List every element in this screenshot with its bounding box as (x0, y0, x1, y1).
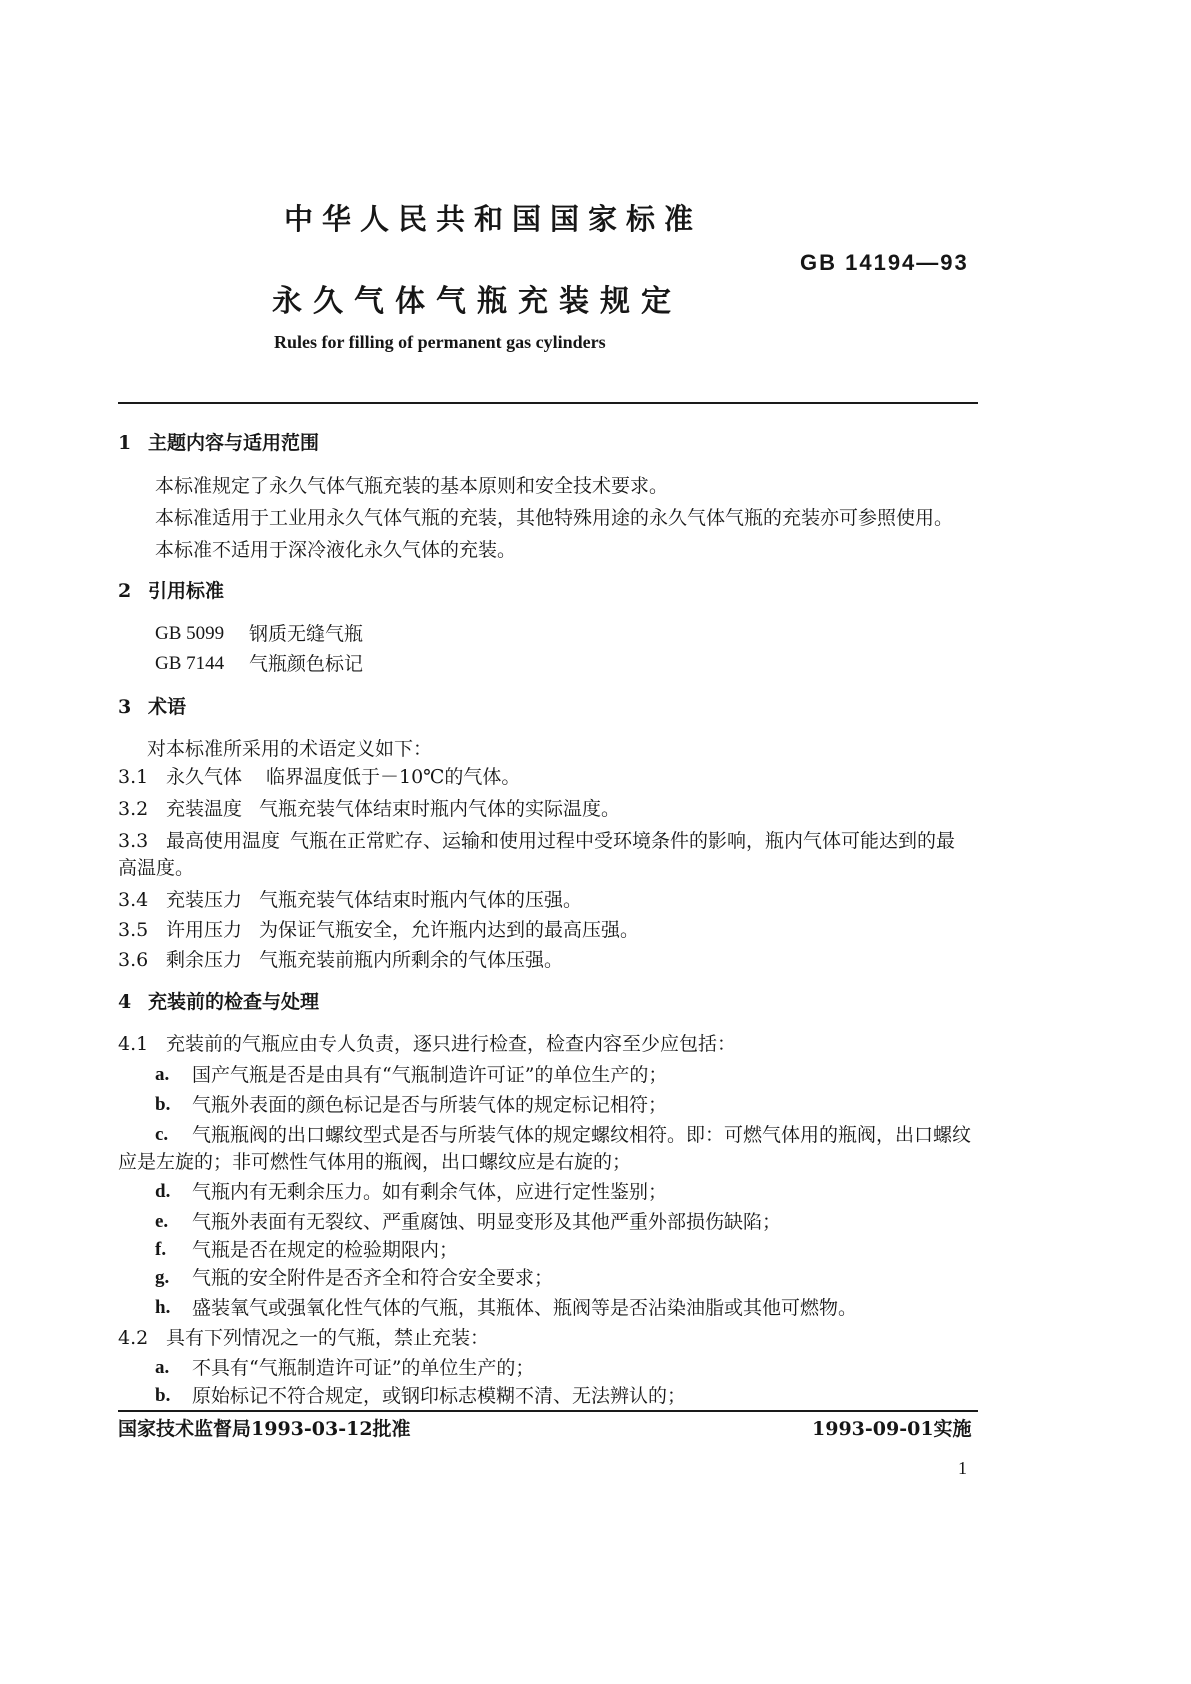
list-label: e. (155, 1211, 169, 1232)
list-item: 气瓶瓶阀的出口螺纹型式是否与所装气体的规定螺纹相符。即：可燃气体用的瓶阀，出口螺纹 (192, 1124, 972, 1146)
term-definition: 为保证气瓶安全，允许瓶内达到的最高压强。 (259, 919, 640, 941)
document-title-en: Rules for filling of permanent gas cylinders (274, 332, 606, 352)
approval-info: 国家技术监督局1993-03-12批准 (118, 1418, 411, 1440)
standard-code: GB 14194—93 (800, 250, 969, 275)
list-item: 气瓶外表面有无裂纹、严重腐蚀、明显变形及其他严重外部损伤缺陷； (192, 1211, 782, 1233)
reference-name: 气瓶颜色标记 (249, 653, 364, 675)
list-label: g. (155, 1267, 170, 1288)
term-definition: 临界温度低于－10℃的气体。 (266, 766, 521, 788)
header-divider (118, 402, 978, 404)
term-definition: 气瓶在正常贮存、运输和使用过程中受环境条件的影响，瓶内气体可能达到的最 (290, 830, 956, 852)
page-number: 1 (958, 1458, 967, 1478)
section-heading: 引用标准 (148, 580, 225, 602)
list-label: a. (155, 1357, 170, 1378)
reference-code: GB 5099 (155, 623, 225, 644)
section-number: 2 (118, 580, 132, 602)
list-item: 国产气瓶是否是由具有“气瓶制造许可证”的单位生产的； (192, 1064, 668, 1086)
list-label: d. (155, 1181, 171, 1202)
paragraph: 本标准适用于工业用永久气体气瓶的充装，其他特殊用途的永久气体气瓶的充装亦可参照使用。 (155, 507, 954, 529)
clause-text: 具有下列情况之一的气瓶，禁止充装： (166, 1327, 490, 1349)
section-number: 3 (118, 696, 132, 718)
clause-number: 3.5 (118, 919, 149, 941)
section-number: 4 (118, 991, 132, 1013)
paragraph: 本标准不适用于深冷液化永久气体的充装。 (155, 539, 517, 561)
effective-date: 1993-09-01实施 (812, 1418, 972, 1440)
term: 最高使用温度 (166, 830, 281, 852)
reference-name: 钢质无缝气瓶 (249, 623, 364, 645)
term-definition: 气瓶充装气体结束时瓶内气体的压强。 (259, 889, 583, 911)
list-item-continued: 应是左旋的；非可燃性气体用的瓶阀，出口螺纹应是右旋的； (118, 1151, 632, 1173)
list-label: b. (155, 1385, 171, 1406)
section-heading: 充装前的检查与处理 (148, 991, 320, 1013)
clause-number: 3.2 (118, 798, 149, 820)
clause-number: 4.1 (118, 1033, 149, 1055)
term-definition: 气瓶充装前瓶内所剩余的气体压强。 (259, 949, 564, 971)
term: 永久气体 (166, 766, 243, 788)
term: 充装压力 (166, 889, 243, 911)
term: 充装温度 (166, 798, 243, 820)
list-label: f. (155, 1239, 167, 1260)
list-item: 气瓶内有无剩余压力。如有剩余气体，应进行定性鉴别； (192, 1181, 668, 1203)
list-label: c. (155, 1124, 169, 1145)
paragraph: 本标准规定了永久气体气瓶充装的基本原则和安全技术要求。 (155, 475, 669, 497)
list-item: 气瓶的安全附件是否齐全和符合安全要求； (192, 1267, 554, 1289)
clause-number: 3.3 (118, 830, 149, 852)
clause-text: 充装前的气瓶应由专人负责，逐只进行检查，检查内容至少应包括： (166, 1033, 737, 1055)
clause-number: 4.2 (118, 1327, 149, 1349)
term-definition-continued: 高温度。 (118, 857, 195, 879)
clause-number: 3.6 (118, 949, 149, 971)
section-number: 1 (118, 432, 132, 454)
reference-code: GB 7144 (155, 653, 225, 674)
clause-number: 3.1 (118, 766, 149, 788)
section-heading: 术语 (148, 696, 187, 718)
list-item: 原始标记不符合规定，或钢印标志模糊不清、无法辨认的； (192, 1385, 687, 1407)
list-label: b. (155, 1094, 171, 1115)
term: 剩余压力 (166, 949, 243, 971)
list-item: 盛装氧气或强氧化性气体的气瓶，其瓶体、瓶阀等是否沾染油脂或其他可燃物。 (192, 1297, 858, 1319)
term-definition: 气瓶充装气体结束时瓶内气体的实际温度。 (259, 798, 621, 820)
list-item: 不具有“气瓶制造许可证”的单位生产的； (192, 1357, 535, 1379)
section-heading: 主题内容与适用范围 (148, 432, 320, 454)
org-title: 中华人民共和国国家标准 (284, 202, 703, 236)
list-label: a. (155, 1064, 170, 1085)
footer-divider (118, 1410, 978, 1412)
term: 许用压力 (166, 919, 243, 941)
list-item: 气瓶外表面的颜色标记是否与所装气体的规定标记相符； (192, 1094, 668, 1116)
clause-number: 3.4 (118, 889, 149, 911)
document-title-cn: 永久气体气瓶充装规定 (272, 284, 682, 319)
list-item: 气瓶是否在规定的检验期限内； (192, 1239, 459, 1261)
list-label: h. (155, 1297, 171, 1318)
paragraph: 对本标准所采用的术语定义如下： (147, 738, 433, 760)
